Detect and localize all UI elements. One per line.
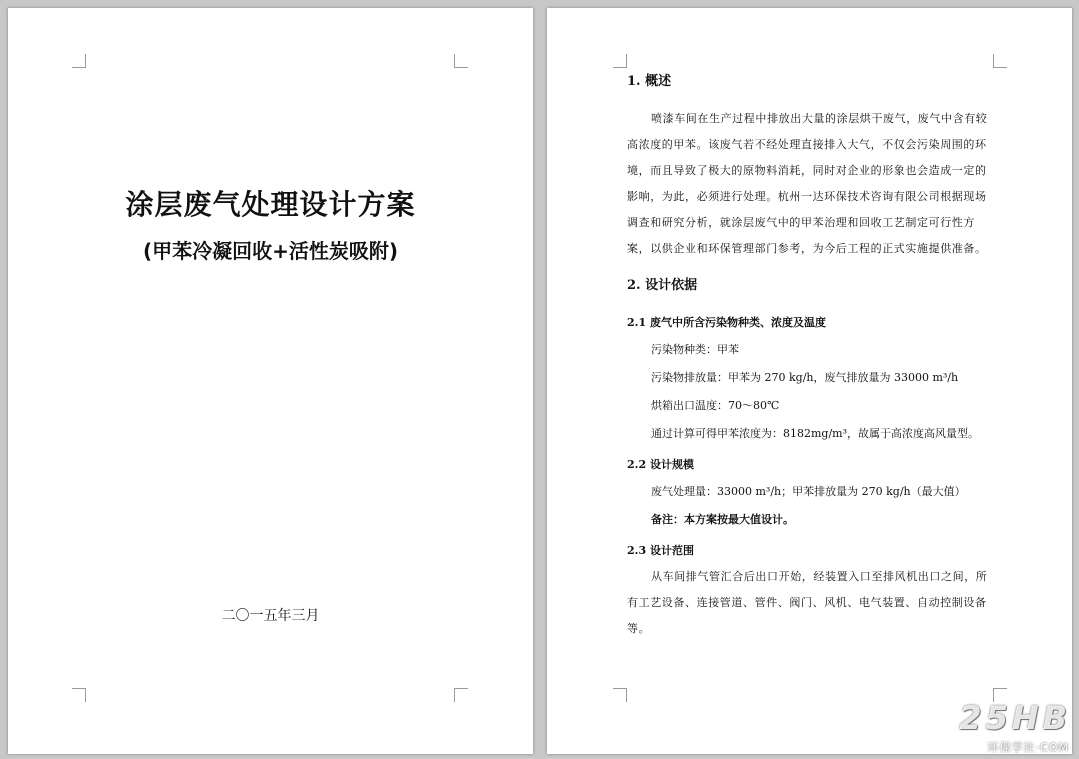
emission-rate-line: 污染物排放量：甲苯为 270 kg/h，废气排放量为 33000 m³/h — [651, 371, 959, 384]
section-heading-overview: 1. 概述 — [627, 74, 672, 89]
oven-temperature-line: 烘箱出口温度：70～80℃ — [651, 399, 780, 412]
treatment-capacity-line: 废气处理量：33000 m³/h；甲苯排放量为 270 kg/h（最大值） — [651, 485, 966, 498]
margin-corner-mark — [454, 54, 468, 68]
cover-page — [8, 8, 533, 754]
pollutant-type-line: 污染物种类：甲苯 — [651, 343, 739, 356]
scope-paragraph: 从车间排气管汇合后出口开始，经装置入口至排风机出口之间，所有工艺设备、连接管道、管件、阀门、风机、电气装置、自动控制设备等。 — [627, 570, 988, 635]
subsection-heading-pollutants: 2.1 废气中所含污染物种类、浓度及温度 — [627, 316, 826, 329]
overview-paragraph: 喷漆车间在生产过程中排放出大量的涂层烘干废气，废气中含有较高浓度的甲苯。该废气若不经处理直接排入大气，不仅会污染周围的环境，而且导致了极大的原物料消耗，同时对企业的形象也会造成一定的影响，为此，必须进行处理。杭州一达环保技术咨询有限公司根据现场调查和研究分析，就涂层废气中的甲苯治理和回收工艺制定可行性方案，以供企业和环保管理部门参考，为今后工程的正式实施提供准备。 — [627, 112, 988, 255]
subsection-heading-scope: 2.3 设计范围 — [627, 544, 694, 557]
margin-corner-mark — [72, 54, 86, 68]
cover-date: 二〇一五年三月 — [221, 608, 320, 624]
watermark-logo: 25HB — [959, 699, 1071, 737]
margin-corner-mark — [454, 688, 468, 702]
content-page — [547, 8, 1072, 754]
design-note-line: 备注：本方案按最大值设计。 — [651, 513, 794, 526]
site-watermark — [903, 699, 1073, 755]
document-body — [627, 72, 997, 642]
watermark-text: 环保学社·COM — [987, 741, 1069, 754]
cover-title: 涂层废气处理设计方案 — [125, 188, 416, 221]
margin-corner-mark — [613, 688, 627, 702]
cover-subtitle: (甲苯冷凝回收+活性炭吸附) — [142, 239, 399, 263]
concentration-line: 通过计算可得甲苯浓度为：8182mg/m³，故属于高浓度高风量型。 — [651, 427, 980, 440]
margin-corner-mark — [613, 54, 627, 68]
margin-corner-mark — [993, 54, 1007, 68]
section-heading-design-basis: 2. 设计依据 — [627, 278, 698, 293]
subsection-heading-scale: 2.2 设计规模 — [627, 458, 694, 471]
margin-corner-mark — [72, 688, 86, 702]
